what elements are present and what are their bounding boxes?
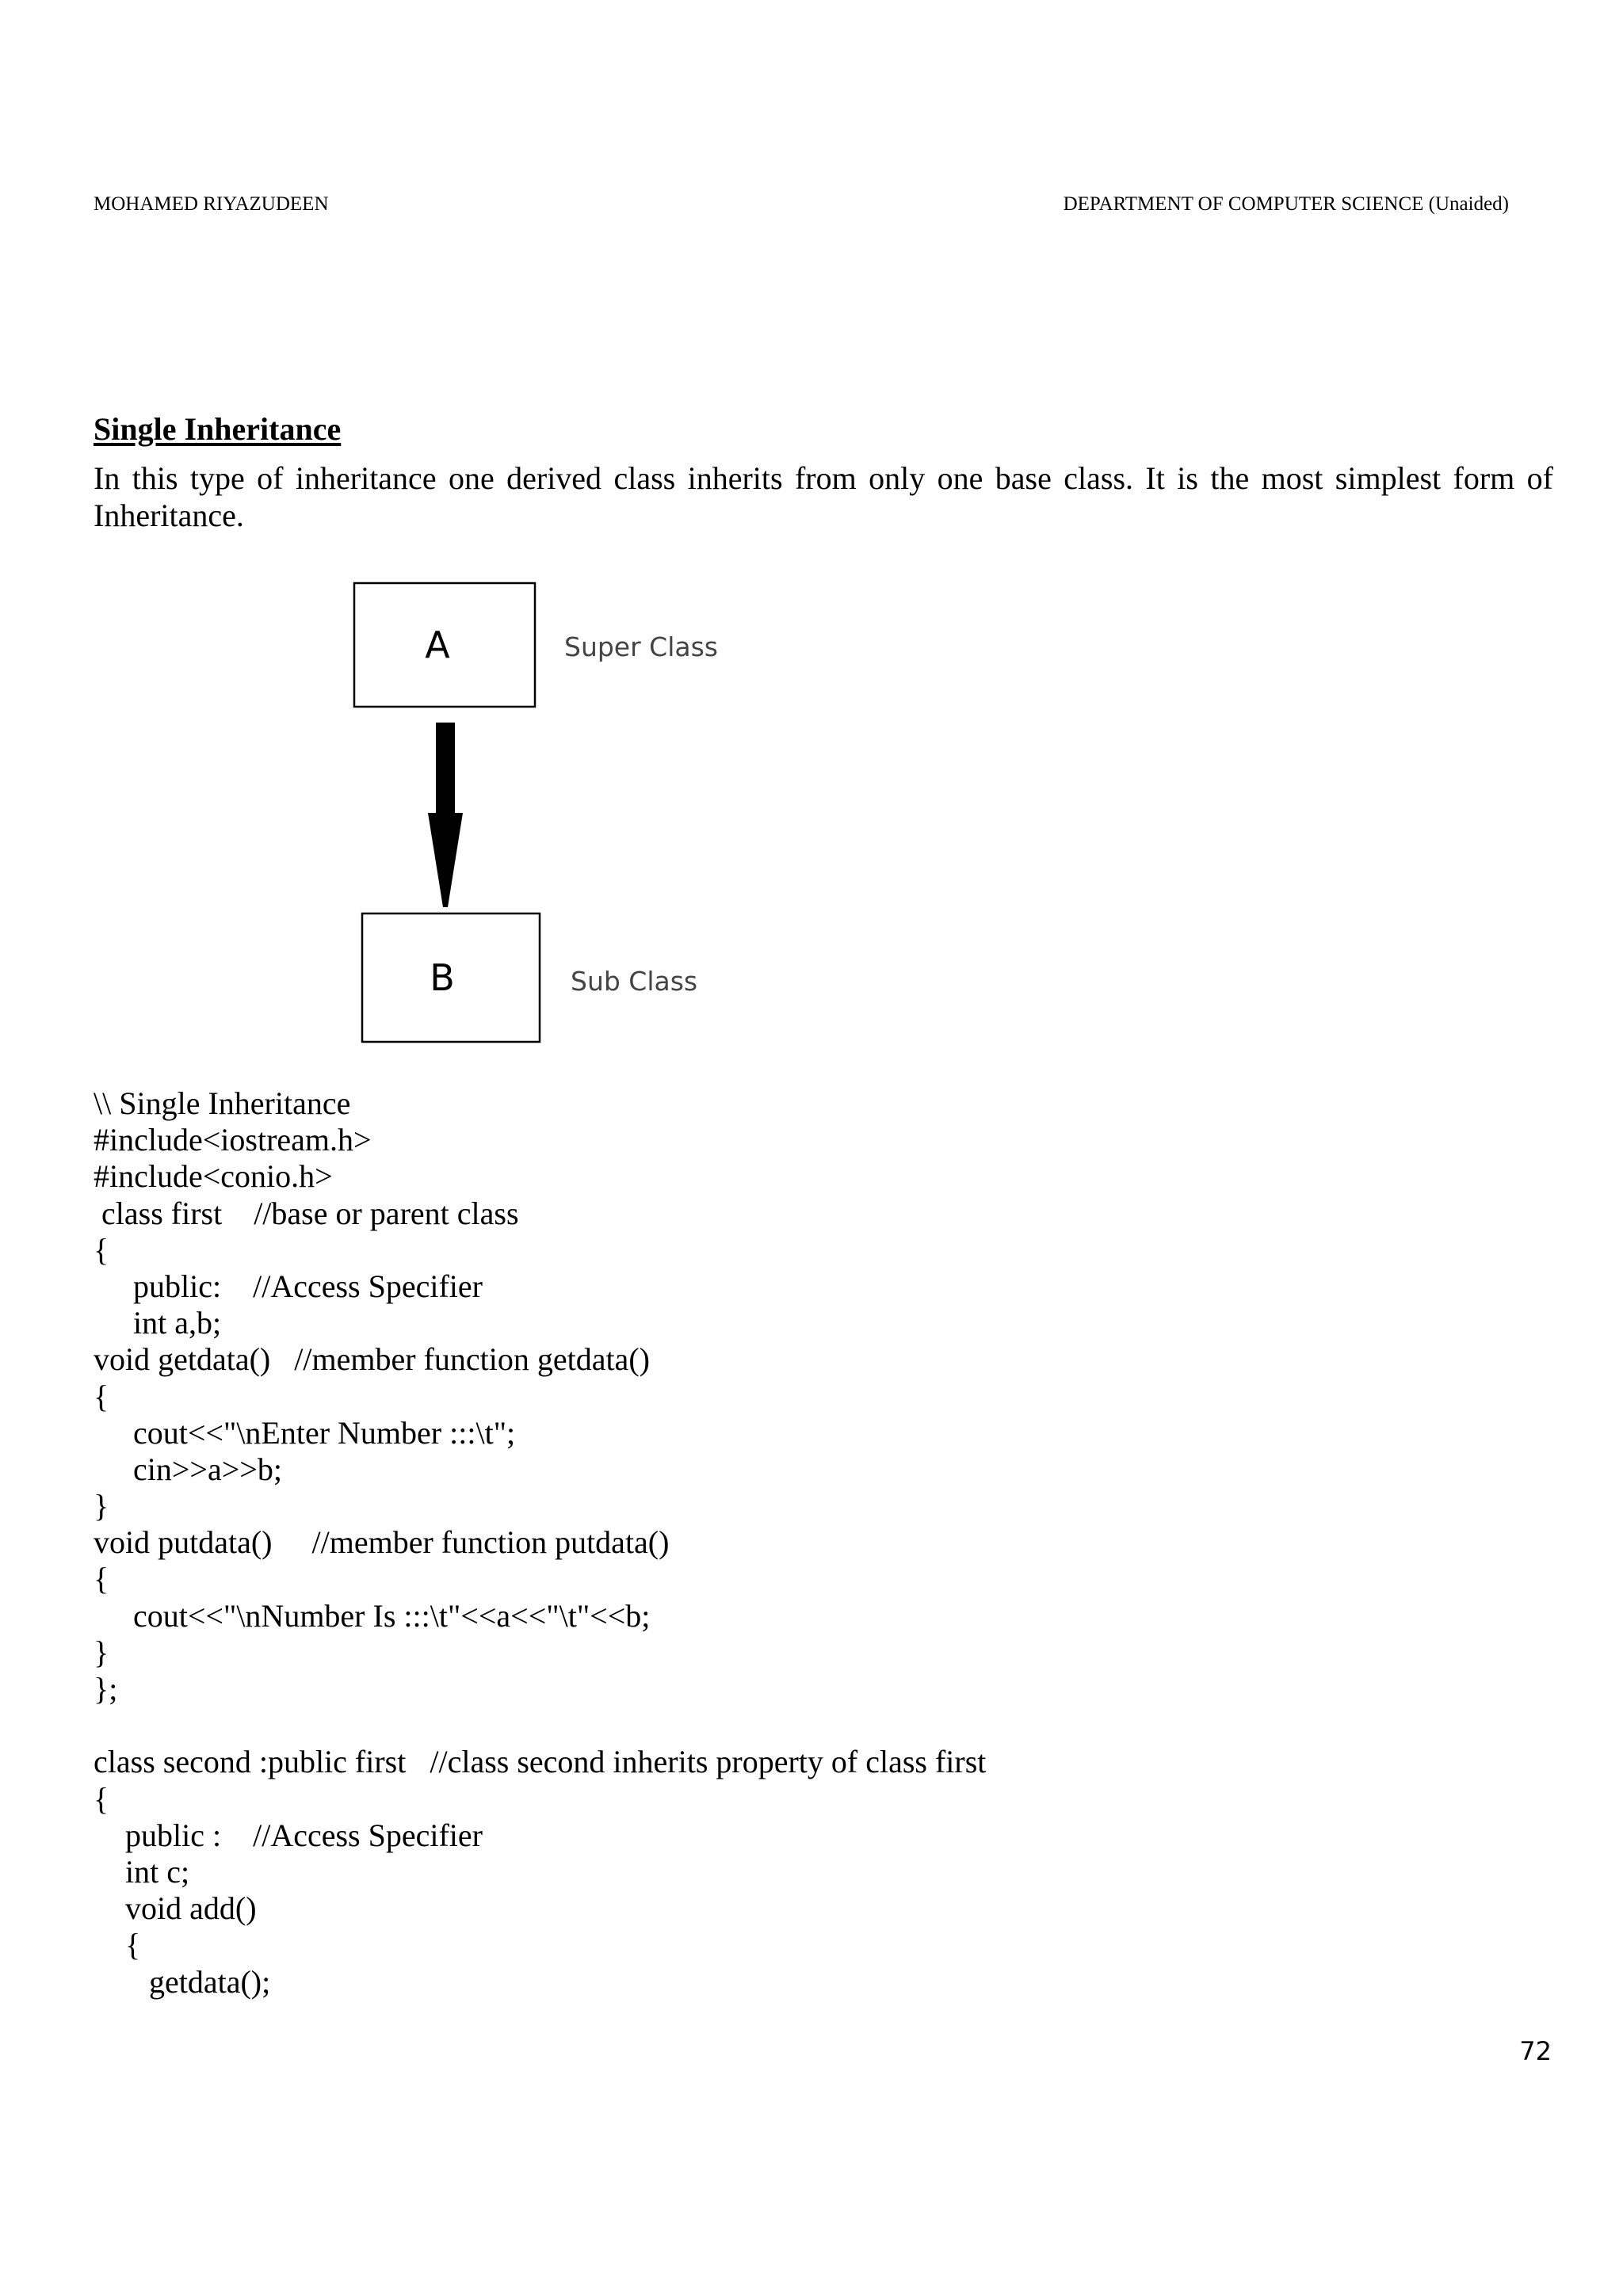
code-line: cin>>a>>b; — [94, 1451, 282, 1487]
section-intro: In this type of inheritance one derived class inherits from only one base class. It is the most simplest form of Inheritance. — [94, 460, 1553, 533]
arrow-head — [428, 813, 463, 907]
code-line: void getdata() //member function getdata() — [94, 1341, 650, 1378]
code-line: public : //Access Specifier — [94, 1817, 483, 1853]
code-line: { — [94, 1231, 109, 1268]
code-listing — [94, 1085, 1553, 2000]
code-line — [94, 1707, 1553, 1744]
code-line: \\ Single Inheritance — [94, 1085, 351, 1121]
code-line: cout<<"\nEnter Number :::\t"; — [94, 1414, 516, 1451]
header-department: DEPARTMENT OF COMPUTER SCIENCE (Unaided) — [1063, 193, 1509, 215]
code-line: { — [94, 1561, 109, 1597]
code-line: } — [94, 1634, 109, 1670]
code-line: { — [94, 1780, 109, 1817]
code-line: class first //base or parent class — [94, 1195, 519, 1231]
page-number: 72 — [1519, 2036, 1552, 2066]
code-line: cout<<"\nNumber Is :::\t"<<a<<"\t"<<b; — [94, 1597, 651, 1634]
inheritance-diagram — [0, 0, 1623, 1062]
section-title: Single Inheritance — [94, 411, 342, 447]
super-class-box-label: A — [425, 624, 450, 666]
code-line: getdata(); — [94, 1963, 271, 2000]
code-line: void putdata() //member function putdata() — [94, 1524, 670, 1561]
code-line: } — [94, 1488, 109, 1524]
code-line: int c; — [94, 1853, 190, 1890]
code-line: { — [94, 1927, 141, 1963]
super-class-caption: Super Class — [564, 631, 718, 662]
sub-class-box-label: B — [430, 956, 455, 999]
sub-class-caption: Sub Class — [571, 966, 698, 997]
code-line: class second :public first //class second inherits property of class first — [94, 1744, 987, 1780]
code-line: #include<iostream.h> — [94, 1122, 372, 1158]
header-author: MOHAMED RIYAZUDEEN — [94, 193, 329, 215]
code-line: }; — [94, 1671, 118, 1707]
inheritance-arrow — [428, 723, 463, 907]
code-line: void add() — [94, 1890, 257, 1927]
code-line: #include<conio.h> — [94, 1158, 333, 1195]
code-line: int a,b; — [94, 1305, 222, 1341]
code-line: { — [94, 1378, 109, 1414]
code-line: public: //Access Specifier — [94, 1268, 483, 1304]
arrow-shaft — [436, 723, 455, 816]
